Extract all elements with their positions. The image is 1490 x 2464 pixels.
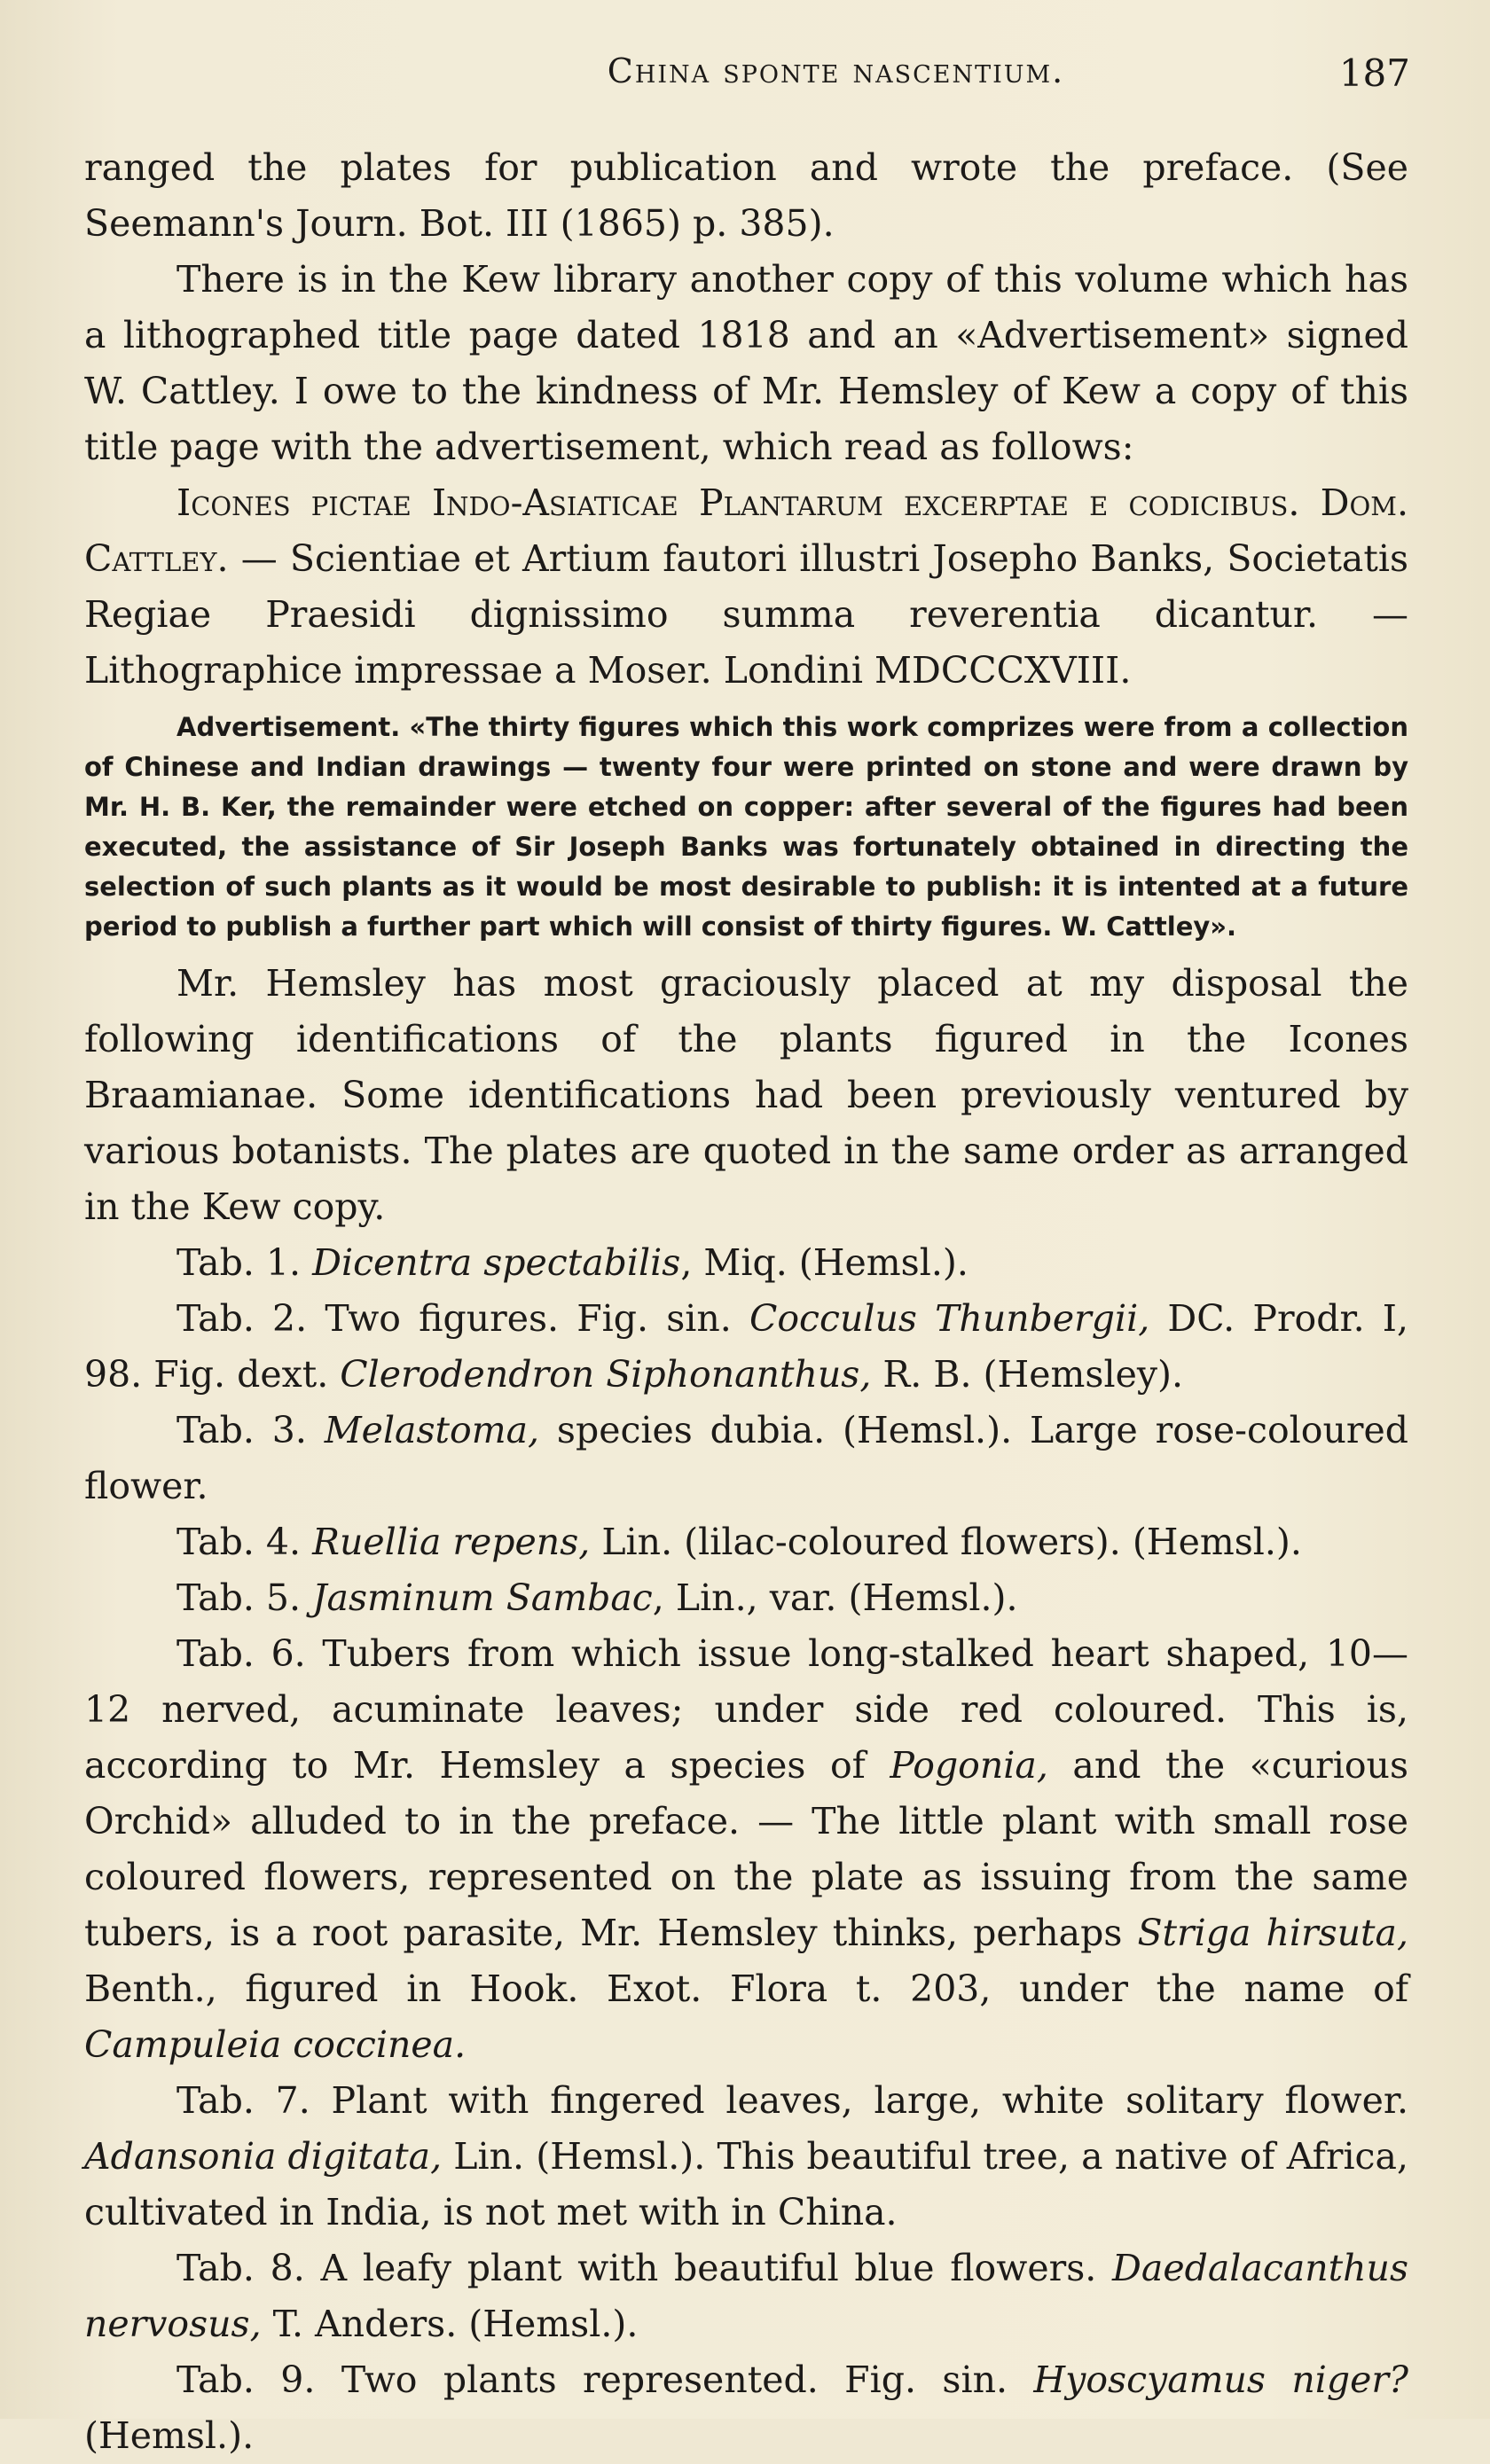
entry-text: Tab. 5. bbox=[176, 1576, 313, 1619]
entry-text: Tab. 9. Two plants represented. Fig. sin. bbox=[176, 2358, 1034, 2401]
plate-entry-9 bbox=[84, 2352, 1408, 2464]
entry-text: T. Anders. (Hemsl.). bbox=[261, 2303, 639, 2345]
paragraph-identifications: Mr. Hemsley has most graciously placed at my disposal the following identifications of the plants figured in the Icones Braamianae. Some identifications had been previously ventured by various botanists. The plates are quoted in the same order as arranged in the Kew copy. bbox=[84, 962, 1408, 1228]
entry-text: species dubia. (Hemsl.). Large rose-coloured flower. bbox=[84, 1409, 1408, 1507]
running-title: China sponte nascentium. bbox=[607, 51, 1065, 90]
entry-text: Tab. 3. bbox=[176, 1409, 325, 1451]
plate-entry-1 bbox=[84, 1235, 1408, 1291]
title-small-caps: Icones pictae Indo-Asiaticae Plantarum excerptae e codicibus. Dom. Cattley. bbox=[84, 481, 1408, 580]
entry-text: DC. Prodr. I, 98. Fig. dext. bbox=[84, 1297, 1408, 1396]
species-name: Campuleia coccinea. bbox=[84, 2023, 467, 2066]
species-name: Daedalacanthus nervosus, bbox=[84, 2247, 1408, 2345]
title-page-transcription bbox=[84, 475, 1408, 699]
entry-text: Lin. (lilac-coloured flowers). (Hemsl.). bbox=[590, 1521, 1302, 1563]
entry-text: Tab. 6. Tubers from which issue long-stalked heart shaped, 10—12 nerved, acuminate leaves; under side red coloured. This is, according to Mr. Hemsley a species of bbox=[84, 1632, 1408, 1787]
title-dedication: — Scientiae et Artium fautori illustri Josepho Banks, Societatis Regiae Praesidi dignissimo summa reverentia dicantur. — Lithographice impressae a Moser. Londini MDCCCXVIII. bbox=[84, 537, 1408, 692]
species-name: Dicentra spectabilis bbox=[312, 1241, 681, 1284]
plate-entry-5 bbox=[84, 1570, 1408, 1626]
plate-entry-3 bbox=[84, 1403, 1408, 1514]
species-name: Pogonia, bbox=[890, 1744, 1048, 1787]
plate-entry-2 bbox=[84, 1291, 1408, 1403]
species-name: Jasminum Sambac bbox=[312, 1576, 653, 1619]
plate-entry-7 bbox=[84, 2073, 1408, 2241]
entry-text: R. B. (Hemsley). bbox=[871, 1353, 1184, 1396]
entry-text: Tab. 2. Two figures. Fig. sin. bbox=[176, 1297, 749, 1340]
paragraph-kew-copy: There is in the Kew library another copy of this volume which has a lithographed title page dated 1818 and an «Advertisement» signed W. Cattley. I owe to the kindness of Mr. Hemsley of Kew a copy of this title page with the advertisement, which read as follows: bbox=[84, 258, 1408, 468]
species-name: Striga hirsuta, bbox=[1137, 1912, 1409, 1954]
species-name: Ruellia repens, bbox=[312, 1521, 591, 1563]
species-name: Hyoscyamus niger? bbox=[1033, 2358, 1408, 2401]
page-header bbox=[84, 51, 1410, 108]
page-body bbox=[84, 140, 1408, 2464]
species-name: Melastoma, bbox=[324, 1409, 540, 1451]
entry-text: , Lin., var. (Hemsl.). bbox=[652, 1576, 1018, 1619]
paragraph-continued: ranged the plates for publication and wrote the preface. (See Seemann's Journ. Bot. III (1865) p. 385). bbox=[84, 146, 1408, 245]
advertisement-text bbox=[84, 708, 1408, 947]
entry-text: Tab. 7. Plant with fingered leaves, large, white solitary flower. bbox=[176, 2079, 1408, 2122]
species-name: Clerodendron Siphonanthus, bbox=[340, 1353, 872, 1396]
entry-text: Tab. 4. bbox=[176, 1521, 313, 1563]
plate-entry-6 bbox=[84, 1626, 1408, 2073]
entry-text: and the «curious Orchid» alluded to in the preface. — The little plant with small rose coloured flowers, represented on the plate as issuing from the same tubers, is a root parasite, Mr. Hemsley thinks, perhaps bbox=[84, 1744, 1408, 1954]
entry-text: , Miq. (Hemsl.). bbox=[680, 1241, 968, 1284]
entry-text: Tab. 1. bbox=[176, 1241, 313, 1284]
species-name: Adansonia digitata, bbox=[84, 2135, 443, 2178]
plate-entry-4 bbox=[84, 1514, 1408, 1570]
species-name: Cocculus Thunbergii, bbox=[749, 1297, 1150, 1340]
entry-text: Benth., figured in Hook. Exot. Flora t. 203, under the name of bbox=[84, 1967, 1408, 2010]
entry-text: Tab. 8. A leafy plant with beautiful blue flowers. bbox=[176, 2247, 1113, 2289]
entry-text: (Hemsl.). bbox=[84, 2414, 255, 2457]
entry-text: Lin. (Hemsl.). This beautiful tree, a native of Africa, cultivated in India, is not met with in China. bbox=[84, 2135, 1408, 2233]
advertisement-body: Advertisement. «The thirty figures which this work comprizes were from a collection of Chinese and Indian drawings — twenty four were printed on stone and were drawn by Mr. H. B. Ker, the remainder were etched on copper: after several of the figures had been executed, the assistance of Sir Joseph Banks was fortunately obtained in directing the selection of such plants as it would be most desirable to publish: it is intented at a future period to publish a further part which will consist of thirty figures. W. Cattley». bbox=[84, 712, 1408, 942]
plate-entry-8 bbox=[84, 2241, 1408, 2352]
page-number: 187 bbox=[1338, 51, 1410, 95]
